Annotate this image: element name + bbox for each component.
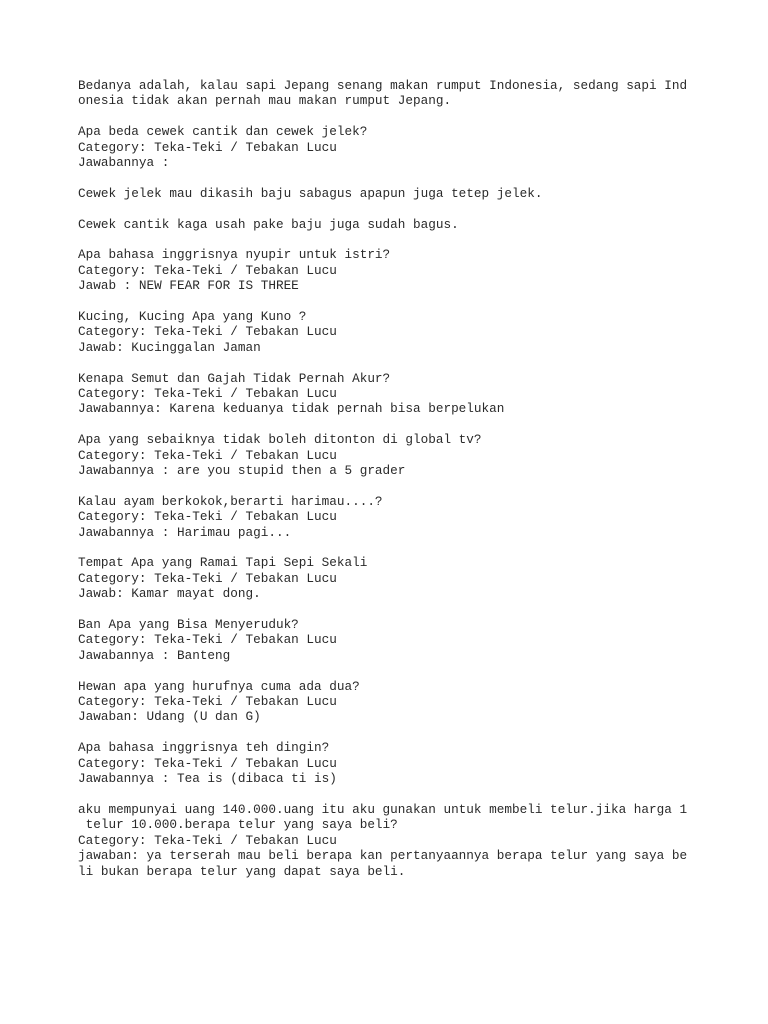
text-line: Category: Teka-Teki / Tebakan Lucu (78, 262, 337, 278)
text-line: onesia tidak akan pernah mau makan rumput Jepang. (78, 93, 452, 109)
text-paragraph (78, 186, 718, 201)
text-line: Cewek jelek mau dikasih baju sabagus apapun juga tetep jelek. (78, 185, 543, 201)
text-paragraph (78, 124, 718, 170)
text-line: aku mempunyai uang 140.000.uang itu aku gunakan untuk membeli telur.jika harga 1 (78, 801, 688, 817)
text-line: Category: Teka-Teki / Tebakan Lucu (78, 632, 337, 648)
text-line: Bedanya adalah, kalau sapi Jepang senang makan rumput Indonesia, sedang sapi Ind (78, 78, 688, 93)
text-line: Apa yang sebaiknya tidak boleh ditonton di global tv? (78, 432, 482, 448)
text-paragraph (78, 740, 718, 786)
text-line: Jawabannya : (78, 155, 170, 171)
text-line: Apa bahasa inggrisnya nyupir untuk istri? (78, 247, 391, 263)
text-line: Kenapa Semut dan Gajah Tidak Pernah Akur? (78, 370, 391, 386)
text-paragraph (78, 432, 718, 478)
text-line: Apa bahasa inggrisnya teh dingin? (78, 740, 330, 756)
text-line: Ban Apa yang Bisa Menyeruduk? (78, 617, 299, 633)
document-body (78, 78, 718, 894)
text-line: Jawabannya: Karena keduanya tidak pernah bisa berpelukan (78, 401, 505, 417)
text-line: Hewan apa yang hurufnya cuma ada dua? (78, 678, 360, 694)
text-line: li bukan berapa telur yang dapat saya beli. (78, 863, 406, 879)
text-paragraph (78, 309, 718, 355)
text-line: Jawabannya : Banteng (78, 647, 231, 663)
text-line: telur 10.000.berapa telur yang saya beli? (78, 817, 398, 833)
text-paragraph (78, 217, 718, 232)
text-line: Kucing, Kucing Apa yang Kuno ? (78, 309, 307, 325)
text-paragraph (78, 371, 718, 417)
text-paragraph (78, 247, 718, 293)
text-line: Category: Teka-Teki / Tebakan Lucu (78, 755, 337, 771)
text-line: Category: Teka-Teki / Tebakan Lucu (78, 386, 337, 402)
text-paragraph (78, 555, 718, 601)
text-line: Tempat Apa yang Ramai Tapi Sepi Sekali (78, 555, 368, 571)
text-line: Cewek cantik kaga usah pake baju juga sudah bagus. (78, 216, 459, 232)
text-line: Category: Teka-Teki / Tebakan Lucu (78, 509, 337, 525)
text-line: Category: Teka-Teki / Tebakan Lucu (78, 570, 337, 586)
text-line: Jawabannya : Harimau pagi... (78, 524, 292, 540)
text-line: Jawabannya : are you stupid then a 5 grader (78, 463, 406, 479)
text-line: Category: Teka-Teki / Tebakan Lucu (78, 694, 337, 710)
text-paragraph (78, 78, 718, 109)
text-line: Category: Teka-Teki / Tebakan Lucu (78, 447, 337, 463)
text-line: Jawab: Kamar mayat dong. (78, 586, 261, 602)
text-line: Jawab: Kucinggalan Jaman (78, 339, 261, 355)
text-line: Category: Teka-Teki / Tebakan Lucu (78, 832, 337, 848)
text-line: Jawaban: Udang (U dan G) (78, 709, 261, 725)
text-paragraph (78, 617, 718, 663)
text-line: Jawab : NEW FEAR FOR IS THREE (78, 278, 299, 294)
text-paragraph (78, 802, 718, 879)
text-line: Category: Teka-Teki / Tebakan Lucu (78, 139, 337, 155)
text-line: Jawabannya : Tea is (dibaca ti is) (78, 771, 337, 787)
text-line: jawaban: ya terserah mau beli berapa kan pertanyaannya berapa telur yang saya be (78, 848, 688, 864)
text-paragraph (78, 494, 718, 540)
text-line: Category: Teka-Teki / Tebakan Lucu (78, 324, 337, 340)
text-line: Apa beda cewek cantik dan cewek jelek? (78, 124, 368, 140)
text-line: Kalau ayam berkokok,berarti harimau....? (78, 493, 383, 509)
text-paragraph (78, 679, 718, 725)
